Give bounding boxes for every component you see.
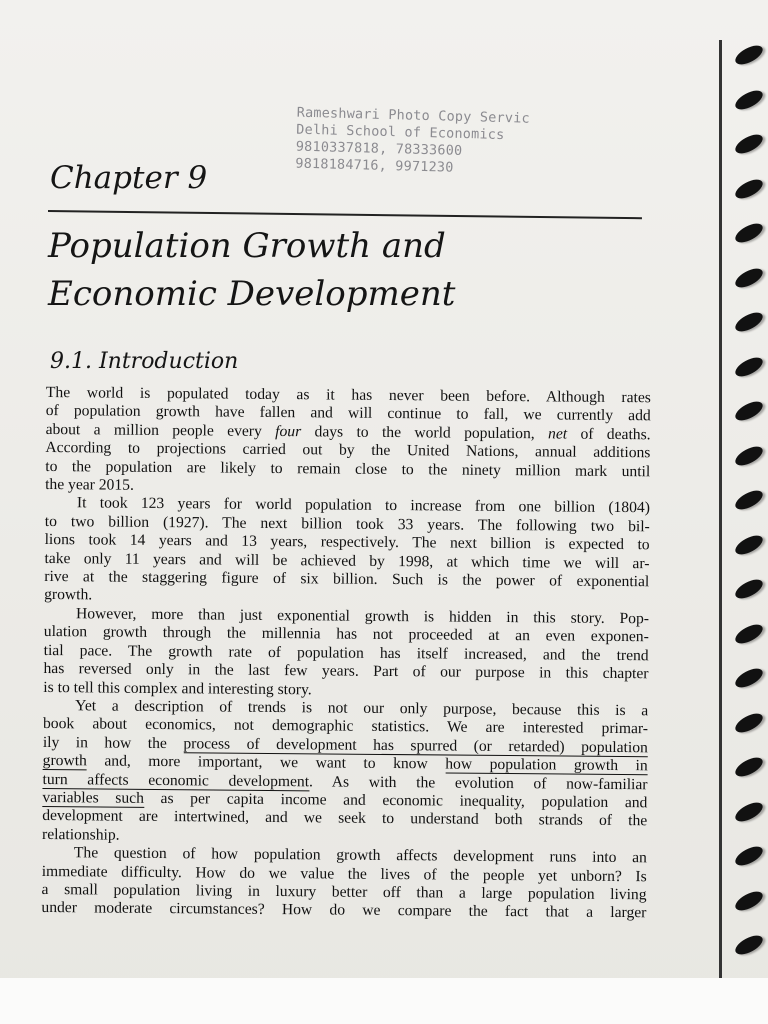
text-run: as per capita income and economic inequality, population and — [143, 789, 648, 812]
chapter-title-line: Economic Development — [48, 274, 456, 314]
emphasis: four — [275, 422, 302, 441]
text-line: tial pace. The growth rate of population has itself increased, and the trend — [43, 641, 649, 664]
spiral-coil — [732, 442, 765, 468]
text-line: immediate difficulty. How do we value the lives of the people yet unborn? Is — [41, 862, 647, 885]
spiral-coil — [732, 709, 765, 735]
text-line: lions took 14 years and 13 years, respectively. The next billion is expected to — [44, 531, 650, 554]
underlined-text: turn affects economic development — [42, 770, 310, 790]
text-line: of population growth have fallen and will continue to fall, we currently add — [45, 402, 651, 425]
spiral-coil — [732, 42, 765, 68]
text-line: The world is populated today as it has never been before. Although rates — [45, 384, 651, 407]
text-line: Yet a description of trends is not our only purpose, because this is a — [75, 697, 649, 720]
text-line: has reversed only in the last few years. Part of our purpose in this chapter — [43, 660, 649, 683]
spiral-coil — [732, 175, 765, 201]
stamp-line: Rameshwari Photo Copy Servic — [296, 104, 531, 127]
text-run: . As with the evolution of now-familiar — [309, 772, 648, 793]
text-line: According to projections carried out by the United Nations, annual additions — [45, 439, 651, 462]
stamp-line: Delhi School of Economics — [296, 121, 505, 144]
spiral-binding — [722, 40, 768, 980]
section-heading: 9.1. Introduction — [50, 349, 239, 374]
text-run: of deaths. — [567, 425, 651, 444]
underlined-text: growth — [42, 752, 87, 770]
text-run: days to the world population, — [301, 423, 549, 443]
text-line: growth. — [44, 586, 93, 604]
spiral-coil — [732, 887, 765, 913]
text-line: The question of how population growth affects development runs into an — [73, 844, 647, 867]
text-line: It took 123 years for world population to increase from one billion (1804) — [76, 494, 651, 517]
text-run: ily in how the — [42, 733, 184, 752]
spiral-coil — [732, 665, 765, 691]
text-line: to two billion (1927). The next billion took 33 years. The following two bil- — [44, 512, 650, 536]
chapter-divider — [48, 210, 642, 219]
stamp-line: 9810337818, 78333600 — [295, 138, 463, 159]
chapter-title — [48, 222, 638, 318]
spiral-coil — [732, 531, 765, 557]
scan-background — [0, 978, 768, 1024]
spiral-coil — [732, 620, 765, 646]
underlined-text: how population growth in — [445, 755, 648, 775]
spiral-coil — [732, 754, 765, 780]
text-line: take only 11 years and will be achieved by 1998, at which time we will ar- — [44, 549, 650, 572]
text-line: relationship. — [41, 825, 120, 844]
spiral-coil — [732, 576, 765, 602]
emphasis: net — [548, 425, 568, 443]
text-run: about a million people every — [45, 420, 276, 440]
text-line: is to tell this complex and interesting story. — [43, 678, 312, 698]
body-text — [41, 384, 651, 923]
spiral-coil — [732, 264, 765, 290]
text-line: book about economics, not demographic statistics. We are interested primar- — [42, 715, 649, 738]
spiral-coil — [732, 309, 765, 335]
spiral-coil — [732, 131, 765, 157]
spiral-coil — [732, 843, 765, 869]
text-line: rive at the staggering figure of six billion. Such is the power of exponential — [44, 568, 650, 591]
text-line: to the population are likely to remain close to the ninety million mark until — [45, 457, 651, 480]
chapter-number: Chapter 9 — [50, 160, 208, 196]
spiral-coil — [732, 353, 765, 379]
text-line: the year 2015. — [45, 476, 134, 494]
text-line: development are intertwined, and we seek to understand both strands of the — [42, 807, 648, 830]
stamp-line: 9818184716, 9971230 — [295, 155, 454, 176]
underlined-text: variables such — [42, 788, 144, 807]
spiral-coil — [732, 86, 765, 112]
photocopy-stamp — [295, 105, 557, 180]
spiral-coil — [732, 932, 765, 958]
text-line: a small population living in luxury better off than a large population living — [41, 880, 647, 904]
text-run: and, more important, we want to know — [86, 752, 446, 773]
underlined-text: process of development has spurred (or retarded) population — [183, 734, 648, 756]
spiral-coil — [732, 798, 765, 824]
spiral-coil — [732, 220, 765, 246]
text-line: However, more than just exponential growth is hidden in this story. Pop- — [75, 605, 650, 628]
chapter-title-line: Population Growth and — [48, 226, 446, 266]
text-line: ulation growth through the millennia has not proceeded at an even exponen- — [43, 623, 649, 646]
spiral-coil — [732, 487, 765, 513]
spiral-coil — [732, 398, 765, 424]
text-line: under moderate circumstances? How do we compare the fact that a larger — [41, 899, 647, 922]
